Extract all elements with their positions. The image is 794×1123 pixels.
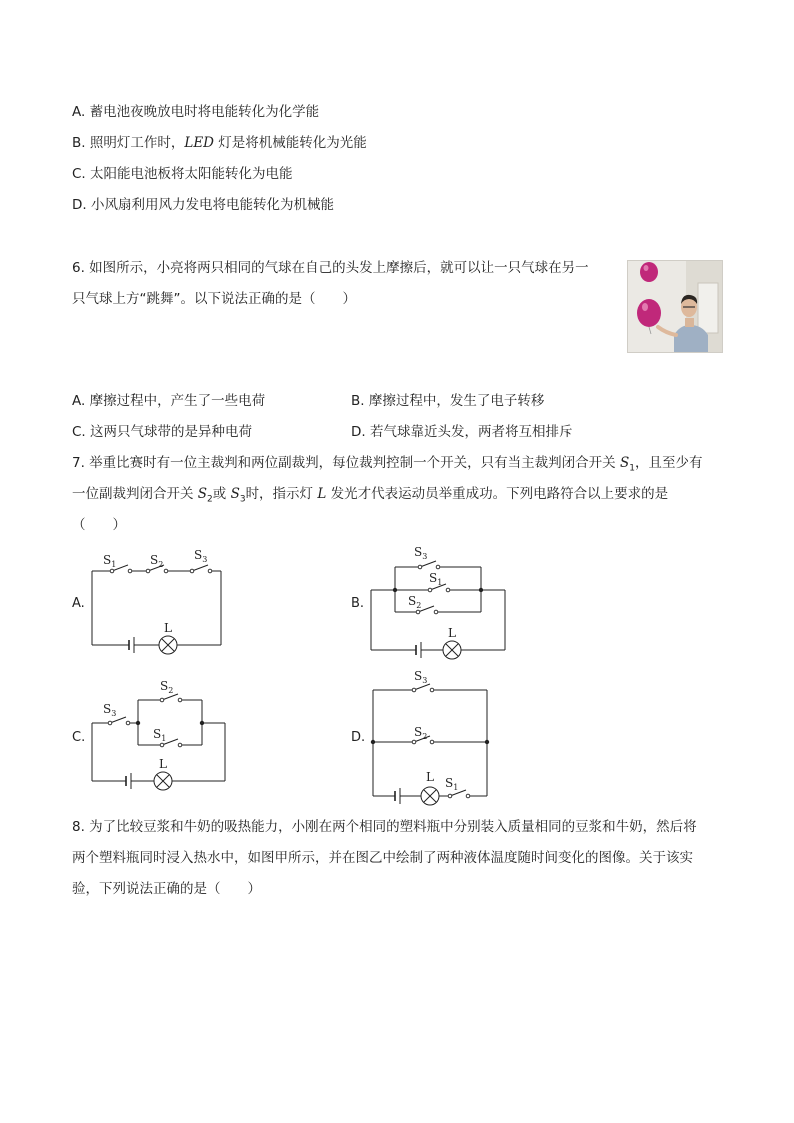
q7-text-d: 或 bbox=[212, 486, 231, 502]
q8-stem-line2: 两个塑料瓶同时浸入热水中，如图甲所示，并在图乙中绘制了两种液体温度随时间变化的图像。关于该实 bbox=[72, 850, 693, 866]
circuit-c-s1: $S_1$ bbox=[153, 727, 167, 743]
q8-stem-line1: 8. 为了比较豆浆和牛奶的吸热能力，小刚在两个相同的塑料瓶中分别装入质量相同的豆浆和牛奶，然后将 bbox=[72, 819, 697, 835]
q7-s2-var: S bbox=[197, 486, 208, 502]
q7-s2-sub: 2 bbox=[207, 494, 213, 505]
q6-stem-line2: 只气球上方“跳舞”。以下说法正确的是（ ） bbox=[72, 291, 356, 307]
q6-option-a: A. 摩擦过程中，产生了一些电荷 bbox=[72, 393, 266, 409]
q7-text-a: 7. 举重比赛时有一位主裁判和两位副裁判，每位裁判控制一个开关，只有当主裁判闭合开关 bbox=[72, 455, 620, 471]
q7-text-f: 发光才代表运动员举重成功。下列电路符合以上要求的是 bbox=[326, 486, 669, 502]
circuit-d-label: D. bbox=[351, 730, 366, 745]
circuit-a-s3: $S_3$ bbox=[194, 548, 208, 564]
circuit-a-label: A. bbox=[72, 596, 85, 611]
q6-stem-line1: 6. 如图所示，小亮将两只相同的气球在自己的头发上摩擦后，就可以让一只气球在另一 bbox=[72, 260, 589, 276]
q7-s1-var: S bbox=[619, 455, 630, 471]
circuit-d-s2: $S_2$ bbox=[414, 725, 428, 741]
q7-text-e: 时，指示灯 bbox=[245, 486, 318, 502]
circuit-c-label: C. bbox=[72, 730, 86, 745]
q6-option-c: C. 这两只气球带的是异种电荷 bbox=[72, 424, 253, 440]
circuit-a-s1: $S_1$ bbox=[103, 553, 117, 569]
circuit-c-s2: $S_2$ bbox=[160, 679, 174, 695]
circuit-a-s2: $S_2$ bbox=[150, 553, 164, 569]
q7-s3-var: S bbox=[230, 486, 240, 502]
circuit-d-s1: $S_1$ bbox=[445, 776, 459, 792]
circuit-c-s3: $S_3$ bbox=[103, 702, 117, 718]
q7-text-c: 一位副裁判闭合开关 bbox=[72, 486, 198, 502]
q6-option-d: D. 若气球靠近头发，两者将互相排斥 bbox=[351, 424, 573, 440]
q6-option-b: B. 摩擦过程中，发生了电子转移 bbox=[351, 393, 545, 409]
q5-option-c: C. 太阳能电池板将太阳能转化为电能 bbox=[72, 166, 293, 182]
circuit-b-label: B. bbox=[351, 596, 365, 611]
circuit-d-lamp-label: L bbox=[426, 770, 434, 784]
circuit-b-lamp-label: L bbox=[448, 626, 456, 640]
q5-option-a: A. 蓄电池夜晚放电时将电能转化为化学能 bbox=[72, 104, 320, 120]
q7-l-var: L bbox=[317, 486, 327, 502]
q8-stem-line3: 验，下列说法正确的是（ ） bbox=[72, 881, 261, 897]
q5-option-b-prefix: B. 照明灯工作时， bbox=[72, 135, 185, 151]
circuit-a-lamp-label: L bbox=[164, 621, 172, 635]
q7-s1-sub: 1 bbox=[629, 463, 635, 474]
circuit-b-s3: $S_3$ bbox=[414, 545, 428, 561]
q7-stem-line3: （ ） bbox=[72, 517, 126, 533]
circuit-b-s2: $S_2$ bbox=[408, 594, 422, 610]
q7-text-b: ，且至少有 bbox=[634, 455, 703, 471]
q7-s3-sub: 3 bbox=[239, 494, 246, 505]
circuit-d-s3: $S_3$ bbox=[414, 669, 428, 685]
q5-option-b-rest: 灯是将机械能转化为光能 bbox=[214, 135, 367, 151]
circuit-c-lamp-label: L bbox=[159, 757, 167, 771]
circuit-b-s1: $S_1$ bbox=[429, 571, 443, 587]
q5-option-d: D. 小风扇利用风力发电将电能转化为机械能 bbox=[72, 197, 334, 213]
q5-option-b-led: LED bbox=[184, 135, 215, 151]
